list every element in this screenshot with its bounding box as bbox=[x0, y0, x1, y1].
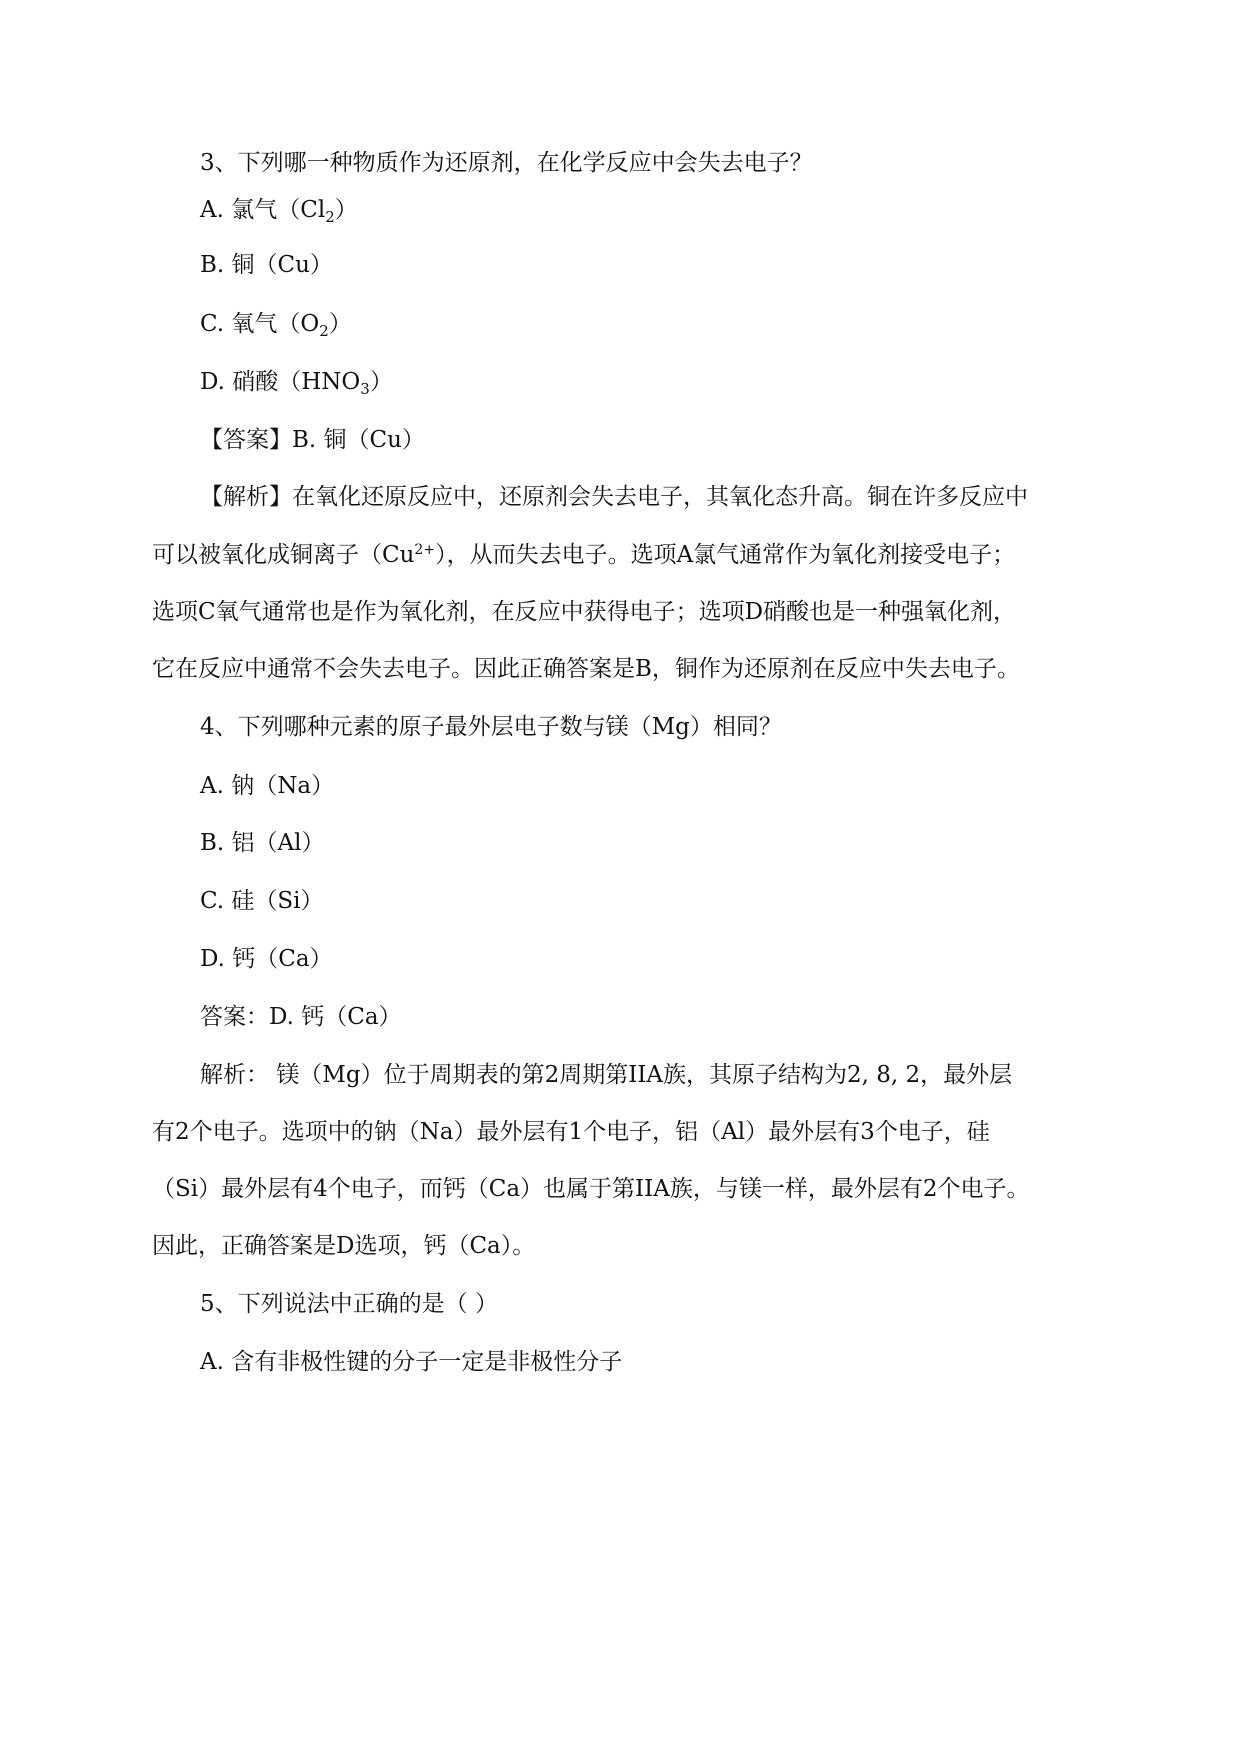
question-3-option-c: C. 氧气$(O_2)$ bbox=[200, 311, 352, 340]
question-3-option-a: A. 氯气$(Cl_2)$ bbox=[200, 197, 358, 226]
question-3-option-b: B. 铜（Cu） bbox=[200, 252, 333, 278]
question-3-analysis-line: 可以被氧化成铜离子$(Cu^{2+})$，从而失去电子。选项A氯气通常作为氧化剂接受电子； bbox=[152, 542, 1016, 568]
question-4-analysis-line: （Si）最外层有4个电子，而钙（Ca）也属于第IIA族，与镁一样，最外层有2个电子。 bbox=[152, 1176, 1030, 1202]
question-4-stem: 4、下列哪种元素的原子最外层电子数与镁（Mg）相同？ bbox=[200, 714, 782, 740]
question-4-analysis-line: 解析： 镁（Mg）位于周期表的第2周期第IIA族，其原子结构为2, 8, 2，最外层 bbox=[200, 1062, 1013, 1088]
question-3-analysis-line: 它在反应中通常不会失去电子。因此正确答案是B，铜作为还原剂在反应中失去电子。 bbox=[152, 656, 1020, 682]
question-4-analysis-line: 因此，正确答案是D选项，钙（Ca）。 bbox=[152, 1233, 536, 1259]
question-4-option-a: A. 钠（Na） bbox=[200, 773, 335, 799]
question-4-option-c: C. 硅（Si） bbox=[200, 888, 324, 914]
question-5-option-a: A. 含有非极性键的分子一定是非极性分子 bbox=[200, 1349, 623, 1375]
question-3-stem: 3、下列哪一种物质作为还原剂，在化学反应中会失去电子？ bbox=[200, 150, 813, 176]
question-3-option-d: D. 硝酸$(HNO_3)$ bbox=[200, 369, 393, 398]
question-4-option-b: B. 铝（Al） bbox=[200, 830, 325, 856]
question-4-answer: 答案：D. 钙（Ca） bbox=[200, 1004, 402, 1030]
question-3-analysis-line: 【解析】在氧化还原反应中，还原剂会失去电子，其氧化态升高。铜在许多反应中 bbox=[200, 484, 1028, 510]
question-4-option-d: D. 钙（Ca） bbox=[200, 946, 333, 972]
question-3-answer: 【答案】B. 铜（Cu） bbox=[200, 427, 425, 453]
question-4-analysis-line: 有2个电子。选项中的钠（Na）最外层有1个电子，铝（Al）最外层有3个电子，硅 bbox=[152, 1119, 990, 1145]
question-3-analysis-line: 选项C氧气通常也是作为氧化剂，在反应中获得电子；选项D硝酸也是一种强氧化剂， bbox=[152, 599, 1017, 625]
question-5-stem: 5、下列说法中正确的是（ ） bbox=[200, 1291, 498, 1317]
